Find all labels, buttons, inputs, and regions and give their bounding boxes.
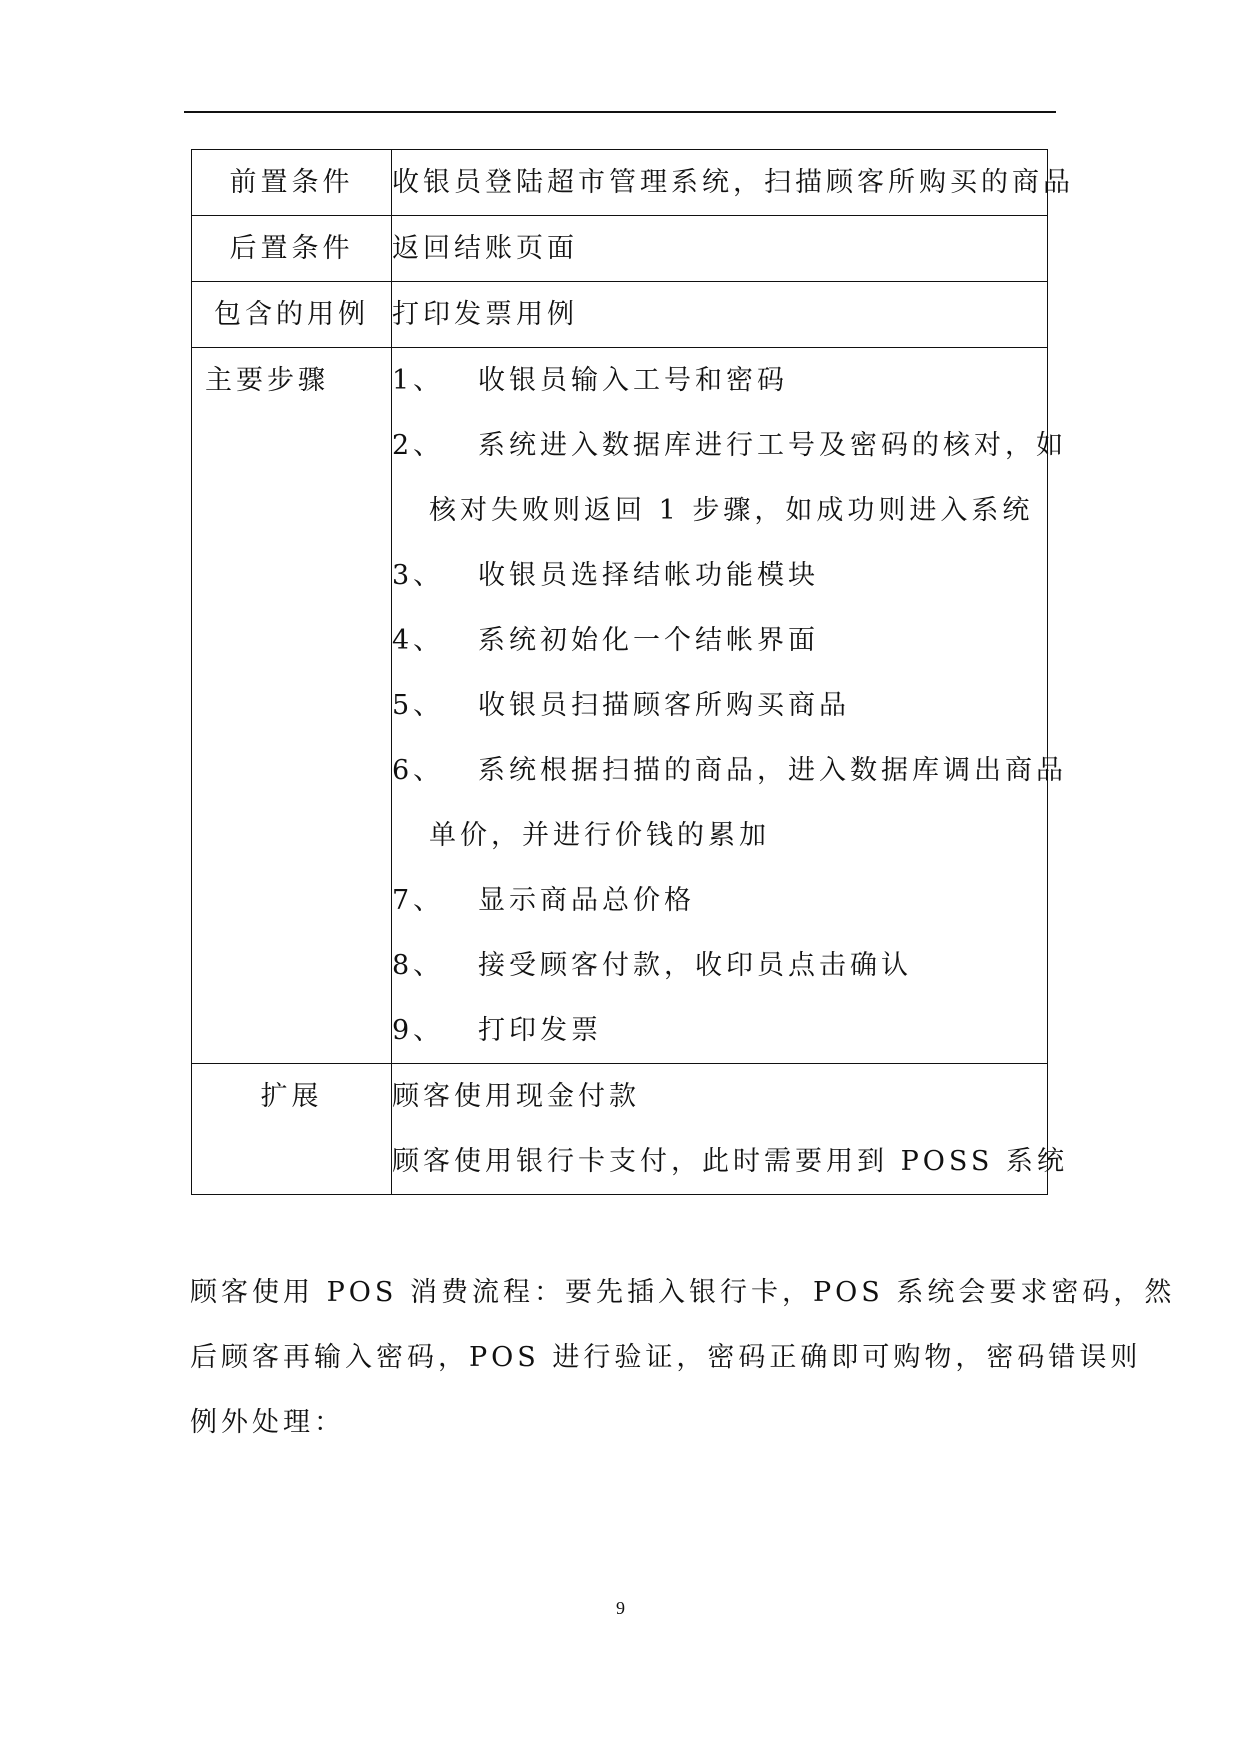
row-label: 后置条件 xyxy=(192,216,392,282)
table-row-included-use-case xyxy=(192,282,1048,348)
row-label: 包含的用例 xyxy=(192,282,392,348)
list-item: 5、 收银员扫描顾客所购买商品 xyxy=(392,690,850,721)
list-item: 1、 收银员输入工号和密码 xyxy=(392,365,788,396)
paragraph-line: 顾客使用 POS 消费流程：要先插入银行卡，POS 系统会要求密码，然 xyxy=(190,1277,1176,1308)
paragraph-line: 后顾客再输入密码，POS 进行验证，密码正确即可购物，密码错误则 xyxy=(190,1342,1142,1373)
list-item: 6、 系统根据扫描的商品，进入数据库调出商品 xyxy=(392,755,1067,786)
extension-line: 顾客使用银行卡支付，此时需要用到 POSS 系统 xyxy=(392,1146,1068,1177)
row-value: 收银员登陆超市管理系统，扫描顾客所购买的商品 xyxy=(392,150,1048,216)
use-case-table xyxy=(191,149,1074,1195)
steps-list xyxy=(392,348,1067,1064)
list-item: 4、 系统初始化一个结帐界面 xyxy=(392,625,819,656)
header-rule xyxy=(184,111,1056,113)
table-row-main-steps xyxy=(192,348,1048,1064)
extension-line: 顾客使用现金付款 xyxy=(392,1081,640,1112)
paragraph-line: 例外处理： xyxy=(190,1407,345,1438)
page-number: 9 xyxy=(616,1598,625,1618)
row-label: 前置条件 xyxy=(192,150,392,216)
table-row-postcondition xyxy=(192,216,1048,282)
list-item: 2、 系统进入数据库进行工号及密码的核对，如 xyxy=(392,430,1067,461)
list-item: 7、 显示商品总价格 xyxy=(392,885,695,916)
list-item-continuation: 单价，并进行价钱的累加 xyxy=(429,820,770,851)
row-label: 扩展 xyxy=(192,1064,392,1195)
list-item: 9、 打印发票 xyxy=(392,1015,602,1046)
table-row-extension xyxy=(192,1064,1048,1195)
list-item: 8、 接受顾客付款，收印员点击确认 xyxy=(392,950,912,981)
row-value xyxy=(392,1064,1068,1195)
row-label: 主要步骤 xyxy=(192,348,392,1064)
row-value: 返回结账页面 xyxy=(392,216,1048,282)
body-paragraph xyxy=(190,1260,1176,1455)
list-item-continuation: 核对失败则返回 1 步骤，如成功则进入系统 xyxy=(429,495,1034,526)
list-item: 3、 收银员选择结帐功能模块 xyxy=(392,560,819,591)
table-row-precondition xyxy=(192,150,1048,216)
row-value: 打印发票用例 xyxy=(392,282,1048,348)
